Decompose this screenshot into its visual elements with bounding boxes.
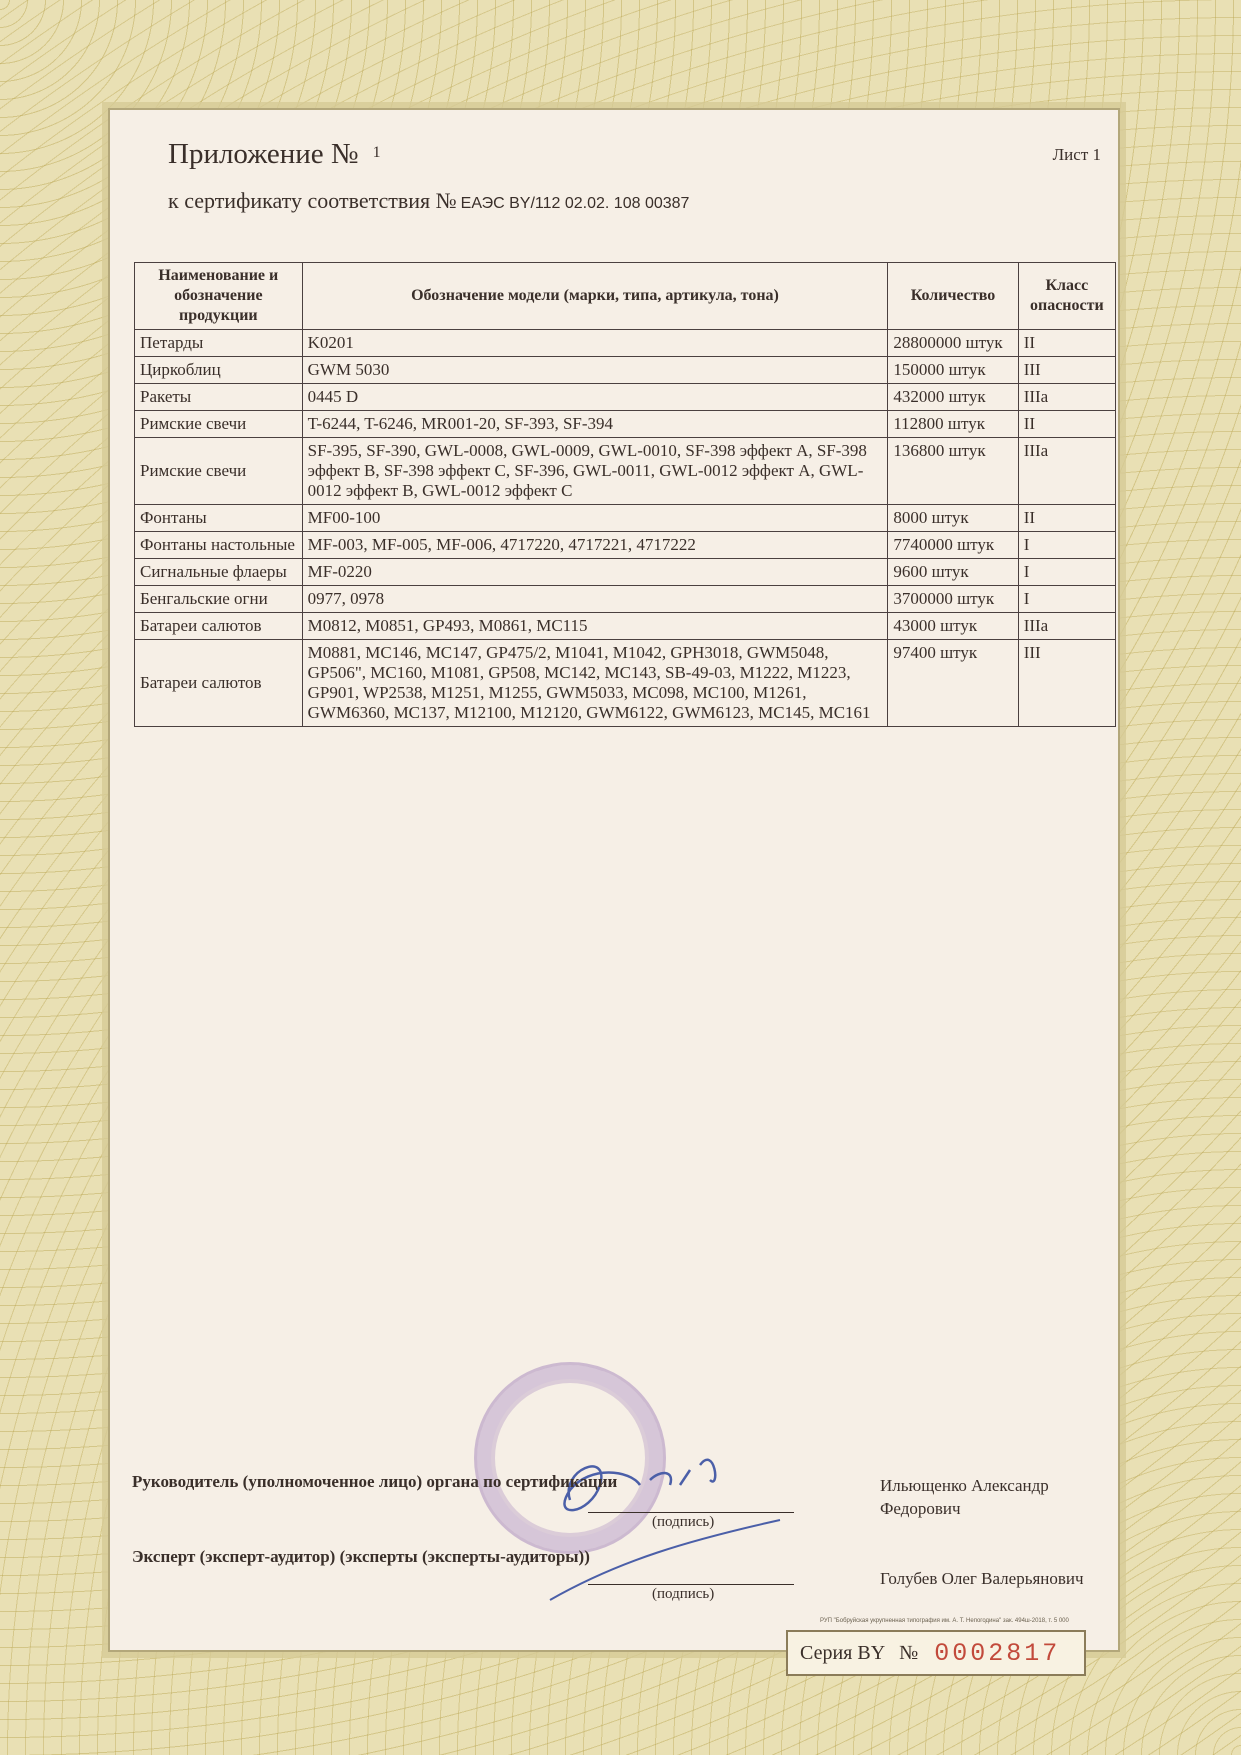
series-number-box (786, 1630, 1086, 1676)
hazard-class-cell: III (1018, 640, 1115, 727)
expert-name: Голубев Олег Валерьянович (880, 1569, 1084, 1588)
hazard-class-cell: II (1018, 330, 1115, 357)
header-hazard-class: Класс опасности (1018, 263, 1115, 330)
model-cell: MF-0220 (302, 559, 888, 586)
quantity-cell: 3700000 штук (888, 586, 1018, 613)
table-row (135, 330, 1116, 357)
product-name-cell: Батареи салютов (135, 613, 303, 640)
quantity-cell: 432000 штук (888, 384, 1018, 411)
quantity-cell: 43000 штук (888, 613, 1018, 640)
printing-house-note: РУП "Бобруйская укрупненная типография им. А. Т. Непогодина" зак. 494ш-2018, т. 5 000 (820, 1618, 1069, 1624)
product-name-cell: Батареи салютов (135, 640, 303, 727)
head-signature-line (588, 1512, 794, 1513)
quantity-cell: 9600 штук (888, 559, 1018, 586)
product-name-cell: Циркоблиц (135, 357, 303, 384)
quantity-cell: 7740000 штук (888, 532, 1018, 559)
table-row (135, 438, 1116, 505)
table-row (135, 411, 1116, 438)
hazard-class-cell: I (1018, 586, 1115, 613)
certificate-number: ЕАЭС BY/112 02.02. 108 00387 (460, 195, 690, 212)
product-name-cell: Фонтаны (135, 505, 303, 532)
quantity-cell: 150000 штук (888, 357, 1018, 384)
table-header-row (135, 263, 1116, 330)
quantity-cell: 97400 штук (888, 640, 1018, 727)
sheet-number: Лист 1 (1052, 145, 1101, 164)
hazard-class-cell: IIIa (1018, 613, 1115, 640)
model-cell: SF-395, SF-390, GWL-0008, GWL-0009, GWL-0010, SF-398 эффект A, SF-398 эффект B, SF-398 эффект C, SF-396, GWL-0011, GWL-0012 эффект A, GWL-0012 эффект B, GWL-0012 эффект C (302, 438, 888, 505)
product-name-cell: Сигнальные флаеры (135, 559, 303, 586)
model-cell: GWM 5030 (302, 357, 888, 384)
model-cell: 0445 D (302, 384, 888, 411)
table-row (135, 640, 1116, 727)
hazard-class-cell: I (1018, 532, 1115, 559)
quantity-cell: 28800000 штук (888, 330, 1018, 357)
model-cell: MF00-100 (302, 505, 888, 532)
header-model: Обозначение модели (марки, типа, артикула, тона) (302, 263, 888, 330)
product-name-cell: Бенгальские огни (135, 586, 303, 613)
expert-signature-caption: (подпись) (652, 1586, 715, 1602)
product-name-cell: Ракеты (135, 384, 303, 411)
hazard-class-cell: IIIa (1018, 438, 1115, 505)
series-label: Серия BY (800, 1641, 886, 1664)
head-signature-caption: (подпись) (652, 1514, 715, 1530)
product-name-cell: Римские свечи (135, 411, 303, 438)
hazard-class-cell: IIIa (1018, 384, 1115, 411)
hazard-class-cell: II (1018, 505, 1115, 532)
table-row (135, 357, 1116, 384)
certificate-subtitle: к сертификату соответствия № ЕАЭС BY/112 02.02. 108 00387 (168, 188, 690, 213)
model-cell: T-6244, T-6246, MR001-20, SF-393, SF-394 (302, 411, 888, 438)
series-number: 0002817 (934, 1638, 1061, 1668)
products-table (134, 262, 1116, 727)
model-cell: 0977, 0978 (302, 586, 888, 613)
table-row (135, 384, 1116, 411)
hazard-class-cell: III (1018, 357, 1115, 384)
appendix-title: Приложение № $^1$ (168, 138, 381, 170)
header-quantity: Количество (888, 263, 1018, 330)
hazard-class-cell: I (1018, 559, 1115, 586)
model-cell: M0812, M0851, GP493, M0861, MC115 (302, 613, 888, 640)
quantity-cell: 112800 штук (888, 411, 1018, 438)
product-name-cell: Фонтаны настольные (135, 532, 303, 559)
expert-signature-line (588, 1584, 794, 1585)
table-row (135, 559, 1116, 586)
appendix-number: 1 (372, 144, 381, 161)
product-name-cell: Петарды (135, 330, 303, 357)
table-row (135, 586, 1116, 613)
head-label: Руководитель (уполномоченное лицо) органа по сертификации (132, 1472, 618, 1491)
head-name: Ильющенко Александр Федорович (880, 1476, 1049, 1518)
model-cell: M0881, MC146, MC147, GP475/2, M1041, M1042, GPH3018, GWM5048, GP506", MC160, M1081, GP508, MC142, MC143, SB-49-03, M1222, M1223, GP901, WP2538, M1251, M1255, GWM5033, MC098, MC100, M1261, GWM6360, MC137, M12100, M12120, GWM6122, GWM6123, MC145, MC161 (302, 640, 888, 727)
model-cell: MF-003, MF-005, MF-006, 4717220, 4717221, 4717222 (302, 532, 888, 559)
table-row (135, 532, 1116, 559)
product-name-cell: Римские свечи (135, 438, 303, 505)
table-row (135, 613, 1116, 640)
table-row (135, 505, 1116, 532)
number-sign: № (899, 1641, 919, 1664)
quantity-cell: 8000 штук (888, 505, 1018, 532)
model-cell: K0201 (302, 330, 888, 357)
expert-label: Эксперт (эксперт-аудитор) (эксперты (эксперты-аудиторы)) (132, 1547, 590, 1566)
hazard-class-cell: II (1018, 411, 1115, 438)
header-product-name: Наименование и обозначение продукции (135, 263, 303, 330)
quantity-cell: 136800 штук (888, 438, 1018, 505)
